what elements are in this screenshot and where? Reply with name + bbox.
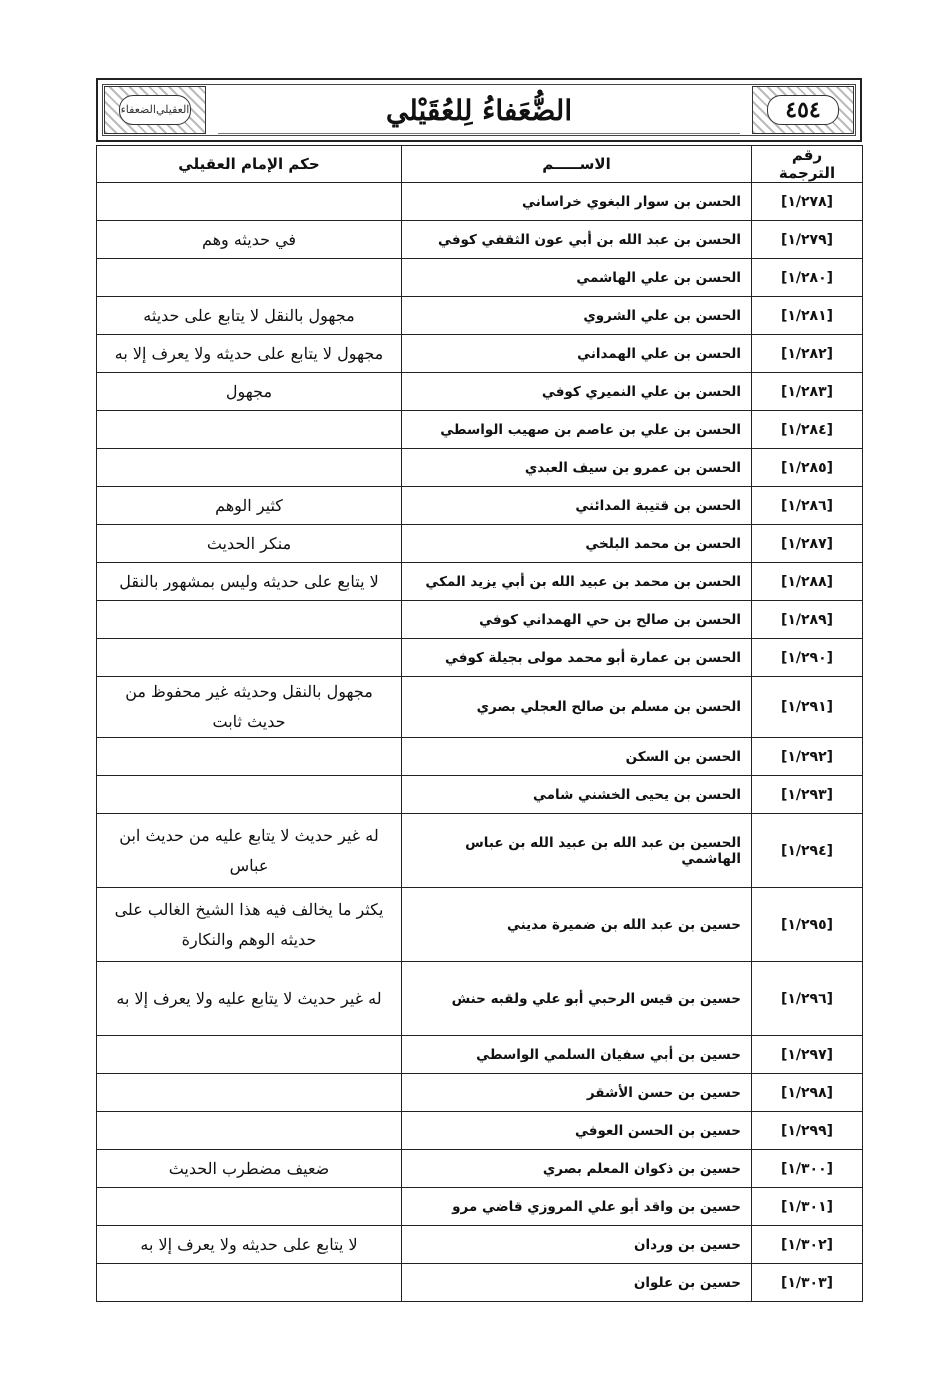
entry-number: [١/٢٩٤] <box>752 814 863 888</box>
narrator-name: الحسن بن محمد البلخي <box>402 525 752 563</box>
narrator-name: الحسن بن عبد الله بن أبي عون الثقفي كوفي <box>402 221 752 259</box>
ruling-text: مجهول لا يتابع على حديثه ولا يعرف إلا به <box>97 335 402 373</box>
table-row <box>97 297 863 335</box>
table-row <box>97 601 863 639</box>
book-title: الضُّعَفاءُ لِلعُقَيْلي <box>385 93 573 127</box>
ruling-text <box>97 1074 402 1112</box>
ruling-text: مجهول <box>97 373 402 411</box>
table-row <box>97 814 863 888</box>
entry-number: [١/٣٠٣] <box>752 1264 863 1302</box>
entry-number: [١/٢٩٧] <box>752 1036 863 1074</box>
table-row <box>97 1036 863 1074</box>
entry-number: [١/٢٨٢] <box>752 335 863 373</box>
narrator-name: الحسن بن مسلم بن صالح العجلي بصري <box>402 677 752 738</box>
narrator-name: الحسن بن السكن <box>402 738 752 776</box>
ruling-text: يكثر ما يخالف فيه هذا الشيخ الغالب على حديثه الوهم والنكارة <box>97 888 402 962</box>
entry-number: [١/٢٩٥] <box>752 888 863 962</box>
entry-number: [١/٣٠٠] <box>752 1150 863 1188</box>
entry-number: [١/٣٠١] <box>752 1188 863 1226</box>
book-logo-ornament <box>104 86 206 134</box>
entry-number: [١/٢٨٨] <box>752 563 863 601</box>
table-row <box>97 1150 863 1188</box>
table-row <box>97 962 863 1036</box>
ruling-text: منكر الحديث <box>97 525 402 563</box>
entry-number: [١/٢٨٦] <box>752 487 863 525</box>
narrator-name: حسين بن عبد الله بن ضميرة مديني <box>402 888 752 962</box>
entry-number: [١/٢٩٠] <box>752 639 863 677</box>
narrators-table <box>96 145 863 1302</box>
narrator-name: الحسن بن قتيبة المدائني <box>402 487 752 525</box>
entry-number: [١/٢٩١] <box>752 677 863 738</box>
table-header-row <box>97 146 863 183</box>
narrator-name: الحسن بن علي بن عاصم بن صهيب الواسطي <box>402 411 752 449</box>
ruling-text: مجهول بالنقل وحديثه غير محفوظ من حديث ثابت <box>97 677 402 738</box>
ruling-text: لا يتابع على حديثه ولا يعرف إلا به <box>97 1226 402 1264</box>
entry-number: [١/٢٨٥] <box>752 449 863 487</box>
table-row <box>97 677 863 738</box>
table-row <box>97 1112 863 1150</box>
narrator-name: الحسن بن سوار البغوي خراساني <box>402 183 752 221</box>
ruling-text: ضعيف مضطرب الحديث <box>97 1150 402 1188</box>
table-row <box>97 776 863 814</box>
table-row <box>97 183 863 221</box>
table-row <box>97 335 863 373</box>
narrator-name: حسين بن حسن الأشقر <box>402 1074 752 1112</box>
table-row <box>97 1264 863 1302</box>
narrator-name: حسين بن ذكوان المعلم بصري <box>402 1150 752 1188</box>
entry-number: [١/٢٩٨] <box>752 1074 863 1112</box>
entry-number: [١/٣٠٢] <box>752 1226 863 1264</box>
table-row <box>97 888 863 962</box>
entry-number: [١/٢٨٣] <box>752 373 863 411</box>
ruling-text: كثير الوهم <box>97 487 402 525</box>
entry-number: [١/٢٨٧] <box>752 525 863 563</box>
table-row <box>97 259 863 297</box>
ruling-text <box>97 776 402 814</box>
narrator-name: حسين بن وردان <box>402 1226 752 1264</box>
ruling-text <box>97 1112 402 1150</box>
narrator-name: الحسين بن عبد الله بن عبيد الله بن عباس الهاشمي <box>402 814 752 888</box>
entry-number: [١/٢٨٠] <box>752 259 863 297</box>
narrator-name: حسين بن الحسن العوفي <box>402 1112 752 1150</box>
page-header <box>96 78 862 142</box>
entry-number: [١/٢٨٤] <box>752 411 863 449</box>
entry-number: [١/٢٨١] <box>752 297 863 335</box>
column-header-name: الاســـــم <box>402 146 752 183</box>
narrator-name: الحسن بن علي الهاشمي <box>402 259 752 297</box>
entry-number: [١/٢٩٣] <box>752 776 863 814</box>
narrator-name: الحسن بن عمرو بن سيف العبدي <box>402 449 752 487</box>
ruling-text <box>97 1036 402 1074</box>
narrator-name: الحسن بن علي الشروي <box>402 297 752 335</box>
column-header-ruling: حكم الإمام العقيلي <box>97 146 402 183</box>
entry-number: [١/٢٨٩] <box>752 601 863 639</box>
ruling-text <box>97 449 402 487</box>
ruling-text <box>97 1264 402 1302</box>
table-row <box>97 221 863 259</box>
table-row <box>97 1074 863 1112</box>
table-row <box>97 411 863 449</box>
entry-number: [١/٢٧٨] <box>752 183 863 221</box>
page-number: ٤٥٤ <box>767 95 839 125</box>
table-row <box>97 487 863 525</box>
page-number-ornament <box>752 86 854 134</box>
narrator-name: حسين بن واقد أبو علي المروزي قاضي مرو <box>402 1188 752 1226</box>
ruling-text: لا يتابع على حديثه وليس بمشهور بالنقل <box>97 563 402 601</box>
ruling-text: له غير حديث لا يتابع عليه من حديث ابن عباس <box>97 814 402 888</box>
column-header-number: رقم الترجمة <box>752 146 863 183</box>
narrator-name: حسين بن علوان <box>402 1264 752 1302</box>
ruling-text <box>97 1188 402 1226</box>
entry-number: [١/٢٩٦] <box>752 962 863 1036</box>
table-row <box>97 449 863 487</box>
narrator-name: الحسن بن علي الهمداني <box>402 335 752 373</box>
narrator-name: الحسن بن محمد بن عبيد الله بن أبي يزيد المكي <box>402 563 752 601</box>
ruling-text: في حديثه وهم <box>97 221 402 259</box>
entry-number: [١/٢٩٩] <box>752 1112 863 1150</box>
table-row <box>97 1188 863 1226</box>
table-row <box>97 738 863 776</box>
ruling-text <box>97 601 402 639</box>
ruling-text <box>97 259 402 297</box>
ruling-text: له غير حديث لا يتابع عليه ولا يعرف إلا به <box>97 962 402 1036</box>
ruling-text <box>97 411 402 449</box>
narrator-name: الحسن بن صالح بن حي الهمداني كوفي <box>402 601 752 639</box>
table-row <box>97 563 863 601</box>
entry-number: [١/٢٩٢] <box>752 738 863 776</box>
table-row <box>97 525 863 563</box>
table-row <box>97 1226 863 1264</box>
ruling-text: مجهول بالنقل لا يتابع على حديثه <box>97 297 402 335</box>
ruling-text <box>97 639 402 677</box>
ruling-text <box>97 183 402 221</box>
entry-number: [١/٢٧٩] <box>752 221 863 259</box>
narrator-name: الحسن بن يحيى الخشني شامي <box>402 776 752 814</box>
table-row <box>97 373 863 411</box>
narrator-name: الحسن بن علي النميري كوفي <box>402 373 752 411</box>
narrator-name: الحسن بن عمارة أبو محمد مولى بجيلة كوفي <box>402 639 752 677</box>
ruling-text <box>97 738 402 776</box>
narrator-name: حسين بن قيس الرحبي أبو علي ولقبه حنش <box>402 962 752 1036</box>
header-divider <box>218 133 740 134</box>
book-logo: الضعفاء العقيلي <box>119 95 191 125</box>
table-row <box>97 639 863 677</box>
narrator-name: حسين بن أبي سفيان السلمي الواسطي <box>402 1036 752 1074</box>
